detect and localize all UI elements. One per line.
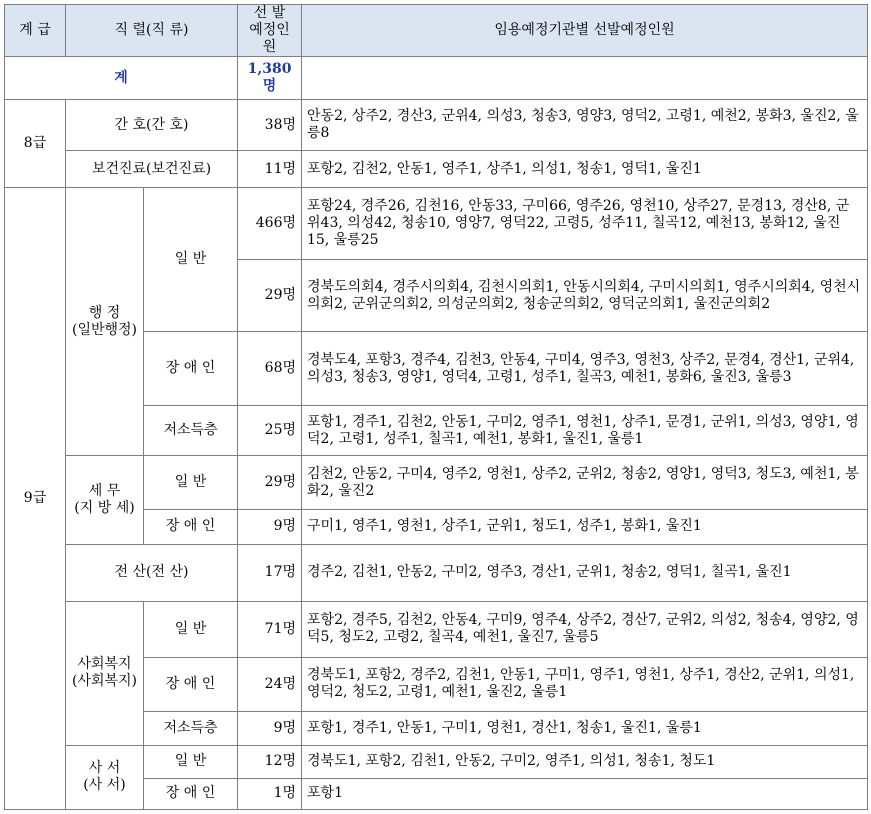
header-row bbox=[5, 5, 868, 57]
table-row bbox=[5, 188, 868, 260]
header-count bbox=[238, 5, 302, 57]
table-row bbox=[5, 745, 868, 778]
table-row bbox=[5, 100, 868, 151]
subtype-lowincome: 저소득층 bbox=[144, 406, 238, 456]
count-cell: 71명 bbox=[238, 601, 302, 657]
count-cell: 68명 bbox=[238, 332, 302, 406]
allocation-cell: 경주2, 김천1, 안동2, 구미2, 영주3, 경산1, 군위1, 청송2, 영덕1, 칠곡1, 울진1 bbox=[302, 544, 868, 601]
allocation-cell: 포항2, 김천2, 안동1, 영주1, 상주1, 의성1, 청송1, 영덕1, 울진1 bbox=[302, 151, 868, 188]
subtype-general: 일 반 bbox=[144, 188, 238, 332]
allocation-cell: 경북도4, 포항3, 경주4, 김천3, 안동4, 구미4, 영주3, 영천3, 상주2, 문경4, 경산1, 군위4, 의성3, 청송3, 영양1, 영덕4, 고령1, 성주1, 칠곡3, 예천1, 봉화6, 울진3, 울릉3 bbox=[302, 332, 868, 406]
series-librarian-type: (사 서) bbox=[83, 777, 126, 794]
series-tax-type: (지 방 세) bbox=[74, 500, 135, 517]
allocation-cell: 경북도1, 포항2, 김천1, 안동2, 구미2, 영주1, 의성1, 청송1, 청도1 bbox=[302, 745, 868, 778]
header-grade: 계 급 bbox=[5, 5, 66, 57]
header-count-line2: 예정인원 bbox=[249, 22, 290, 56]
allocation-cell: 포항2, 경주5, 김천2, 안동4, 구미9, 영주4, 상주2, 경산7, 군위2, 의성2, 청송4, 영양2, 영덕5, 청도2, 고령2, 칠곡4, 예천1, 울진7, 울릉5 bbox=[302, 601, 868, 657]
total-allocation bbox=[302, 57, 868, 100]
series-label: 보건진료(보건진료) bbox=[66, 151, 238, 188]
series-label: 간 호(간 호) bbox=[66, 100, 238, 151]
series-welfare bbox=[66, 601, 144, 745]
series-welfare-name: 사회복지 bbox=[77, 656, 132, 673]
series-librarian-name: 사 서 bbox=[88, 760, 121, 777]
table-row bbox=[5, 151, 868, 188]
count-cell: 25명 bbox=[238, 406, 302, 456]
count-cell: 1명 bbox=[238, 778, 302, 809]
subtype-general: 일 반 bbox=[144, 601, 238, 657]
count-cell: 29명 bbox=[238, 456, 302, 509]
series-computer: 전 산(전 산) bbox=[66, 544, 238, 601]
total-row bbox=[5, 57, 868, 100]
total-count: 1,380명 bbox=[238, 57, 302, 100]
allocation-cell: 김천2, 안동2, 구미4, 영주2, 영천1, 상주2, 군위2, 청송2, 영양1, 영덕3, 청도3, 예천1, 봉화2, 울진2 bbox=[302, 456, 868, 509]
recruitment-table bbox=[4, 4, 868, 810]
count-cell: 11명 bbox=[238, 151, 302, 188]
subtype-disabled: 장 애 인 bbox=[144, 509, 238, 544]
allocation-cell: 포항1, 경주1, 안동1, 구미1, 영천1, 경산1, 청송1, 울진1, 울릉1 bbox=[302, 711, 868, 745]
count-cell: 9명 bbox=[238, 509, 302, 544]
series-admin bbox=[66, 188, 144, 456]
table-row bbox=[5, 456, 868, 509]
total-label: 계 bbox=[5, 57, 238, 100]
allocation-cell: 경북도의회4, 경주시의회4, 김천시의회1, 안동시의회4, 구미시의회1, 영주시의회4, 영천시의회2, 군위군의회2, 의성군의회2, 청송군의회2, 영덕군의회1, 울진군의회2 bbox=[302, 260, 868, 332]
count-cell: 17명 bbox=[238, 544, 302, 601]
subtype-disabled: 장 애 인 bbox=[144, 778, 238, 809]
series-admin-type: (일반행정) bbox=[71, 321, 138, 338]
header-allocation: 임용예정기관별 선발예정인원 bbox=[302, 5, 868, 57]
subtype-disabled: 장 애 인 bbox=[144, 657, 238, 711]
subtype-general: 일 반 bbox=[144, 745, 238, 778]
allocation-cell: 구미1, 영주1, 영천1, 상주1, 군위1, 청도1, 성주1, 봉화1, 울진1 bbox=[302, 509, 868, 544]
allocation-cell: 포항1, 경주1, 김천2, 안동1, 구미2, 영주1, 영천1, 상주1, 문경1, 군위1, 의성3, 영양1, 영덕2, 고령1, 성주1, 칠곡1, 예천1, 봉화1, 울진1, 울릉1 bbox=[302, 406, 868, 456]
allocation-cell: 안동2, 상주2, 경산3, 군위4, 의성3, 청송3, 영양3, 영덕2, 고령1, 예천2, 봉화3, 울진2, 울릉8 bbox=[302, 100, 868, 151]
count-cell: 466명 bbox=[238, 188, 302, 260]
allocation-cell: 포항24, 경주26, 김천16, 안동33, 구미66, 영주26, 영천10, 상주27, 문경13, 경산8, 군위43, 의성42, 청송10, 영양7, 영덕22, 고령5, 성주11, 칠곡12, 예천13, 봉화12, 울진15, 울릉25 bbox=[302, 188, 868, 260]
count-cell: 9명 bbox=[238, 711, 302, 745]
count-cell: 12명 bbox=[238, 745, 302, 778]
subtype-disabled: 장 애 인 bbox=[144, 332, 238, 406]
count-cell: 38명 bbox=[238, 100, 302, 151]
series-tax-name: 세 무 bbox=[88, 483, 121, 500]
subtype-lowincome: 저소득층 bbox=[144, 711, 238, 745]
series-admin-name: 행 정 bbox=[88, 304, 121, 321]
header-series: 직 렬(직 류) bbox=[66, 5, 238, 57]
allocation-cell: 경북도1, 포항2, 경주2, 김천1, 안동1, 구미1, 영주1, 영천1, 상주1, 경산2, 군위1, 의성1, 영덕2, 청도2, 고령1, 예천1, 울진2, 울릉1 bbox=[302, 657, 868, 711]
allocation-cell: 포항1 bbox=[302, 778, 868, 809]
table-row bbox=[5, 601, 868, 657]
grade-8-label: 8급 bbox=[5, 100, 66, 188]
count-cell: 29명 bbox=[238, 260, 302, 332]
table-row bbox=[5, 544, 868, 601]
series-librarian bbox=[66, 745, 144, 809]
series-welfare-type: (사회복지) bbox=[71, 673, 138, 690]
count-cell: 24명 bbox=[238, 657, 302, 711]
series-tax bbox=[66, 456, 144, 544]
subtype-general: 일 반 bbox=[144, 456, 238, 509]
header-count-line1: 선 발 bbox=[253, 5, 286, 22]
grade-9-label: 9급 bbox=[5, 188, 66, 810]
